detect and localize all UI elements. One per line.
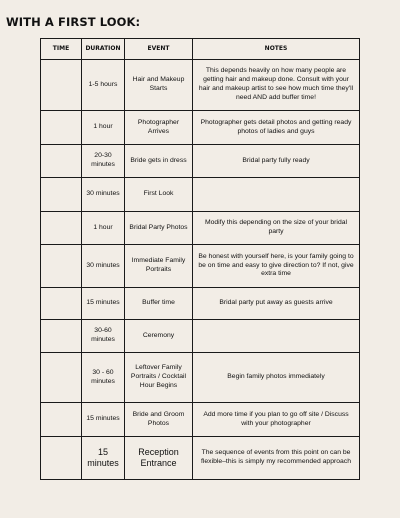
column-header-notes: NOTES bbox=[193, 39, 360, 60]
duration-cell: 30 minutes bbox=[82, 245, 125, 288]
time-cell bbox=[41, 245, 82, 288]
table-row bbox=[41, 320, 360, 353]
notes-cell: Photographer gets detail photos and getting ready photos of ladies and guys bbox=[193, 111, 360, 145]
notes-cell: The sequence of events from this point on can be flexible–this is simply my recommended approach bbox=[193, 437, 360, 480]
event-cell: First Look bbox=[125, 178, 193, 212]
notes-cell: Modify this depending on the size of your bridal party bbox=[193, 212, 360, 245]
notes-cell: Be honest with yourself here, is your family going to be on time and easy to give direction to? If not, give extra time bbox=[193, 245, 360, 288]
event-cell: Hair and Makeup Starts bbox=[125, 60, 193, 111]
duration-cell: 1 hour bbox=[82, 111, 125, 145]
time-cell bbox=[41, 111, 82, 145]
table-row bbox=[41, 288, 360, 320]
table-row bbox=[41, 145, 360, 178]
table-row bbox=[41, 60, 360, 111]
notes-cell: This depends heavily on how many people are getting hair and makeup done. Consult with your hair and makeup artist to see how much time they'll need AND add buffer time! bbox=[193, 60, 360, 111]
time-cell bbox=[41, 353, 82, 403]
notes-cell bbox=[193, 178, 360, 212]
time-cell bbox=[41, 288, 82, 320]
event-cell: Bride gets in dress bbox=[125, 145, 193, 178]
duration-cell: 15 minutes bbox=[82, 403, 125, 437]
event-cell: Leftover Family Portraits / Cocktail Hour Begins bbox=[125, 353, 193, 403]
event-cell: Bride and Groom Photos bbox=[125, 403, 193, 437]
duration-cell: 15 minutes bbox=[82, 288, 125, 320]
time-cell bbox=[41, 212, 82, 245]
header-row bbox=[41, 39, 360, 60]
duration-cell: 1 hour bbox=[82, 212, 125, 245]
event-cell: Ceremony bbox=[125, 320, 193, 353]
time-cell bbox=[41, 403, 82, 437]
table-row bbox=[41, 111, 360, 145]
duration-cell: 15 minutes bbox=[82, 437, 125, 480]
notes-cell: Bridal party put away as guests arrive bbox=[193, 288, 360, 320]
time-cell bbox=[41, 437, 82, 480]
column-header-event: EVENT bbox=[125, 39, 193, 60]
notes-cell: Begin family photos immediately bbox=[193, 353, 360, 403]
time-cell bbox=[41, 178, 82, 212]
duration-cell: 30-60 minutes bbox=[82, 320, 125, 353]
column-header-duration: DURATION bbox=[82, 39, 125, 60]
table-row bbox=[41, 178, 360, 212]
event-cell: Buffer time bbox=[125, 288, 193, 320]
time-cell bbox=[41, 60, 82, 111]
event-cell: Bridal Party Photos bbox=[125, 212, 193, 245]
duration-cell: 30 - 60 minutes bbox=[82, 353, 125, 403]
duration-cell: 20-30 minutes bbox=[82, 145, 125, 178]
notes-cell bbox=[193, 320, 360, 353]
duration-cell: 1-5 hours bbox=[82, 60, 125, 111]
table-row bbox=[41, 437, 360, 480]
timeline-table bbox=[40, 38, 360, 480]
event-cell: Photographer Arrives bbox=[125, 111, 193, 145]
notes-cell: Add more time if you plan to go off site / Discuss with your photographer bbox=[193, 403, 360, 437]
table-row bbox=[41, 403, 360, 437]
table-row bbox=[41, 212, 360, 245]
event-cell: Reception Entrance bbox=[125, 437, 193, 480]
page-title: WITH A FIRST LOOK: bbox=[6, 15, 141, 29]
table-row bbox=[41, 353, 360, 403]
notes-cell: Bridal party fully ready bbox=[193, 145, 360, 178]
time-cell bbox=[41, 320, 82, 353]
column-header-time: TIME bbox=[41, 39, 82, 60]
table-row bbox=[41, 245, 360, 288]
duration-cell: 30 minutes bbox=[82, 178, 125, 212]
event-cell: Immediate Family Portraits bbox=[125, 245, 193, 288]
time-cell bbox=[41, 145, 82, 178]
